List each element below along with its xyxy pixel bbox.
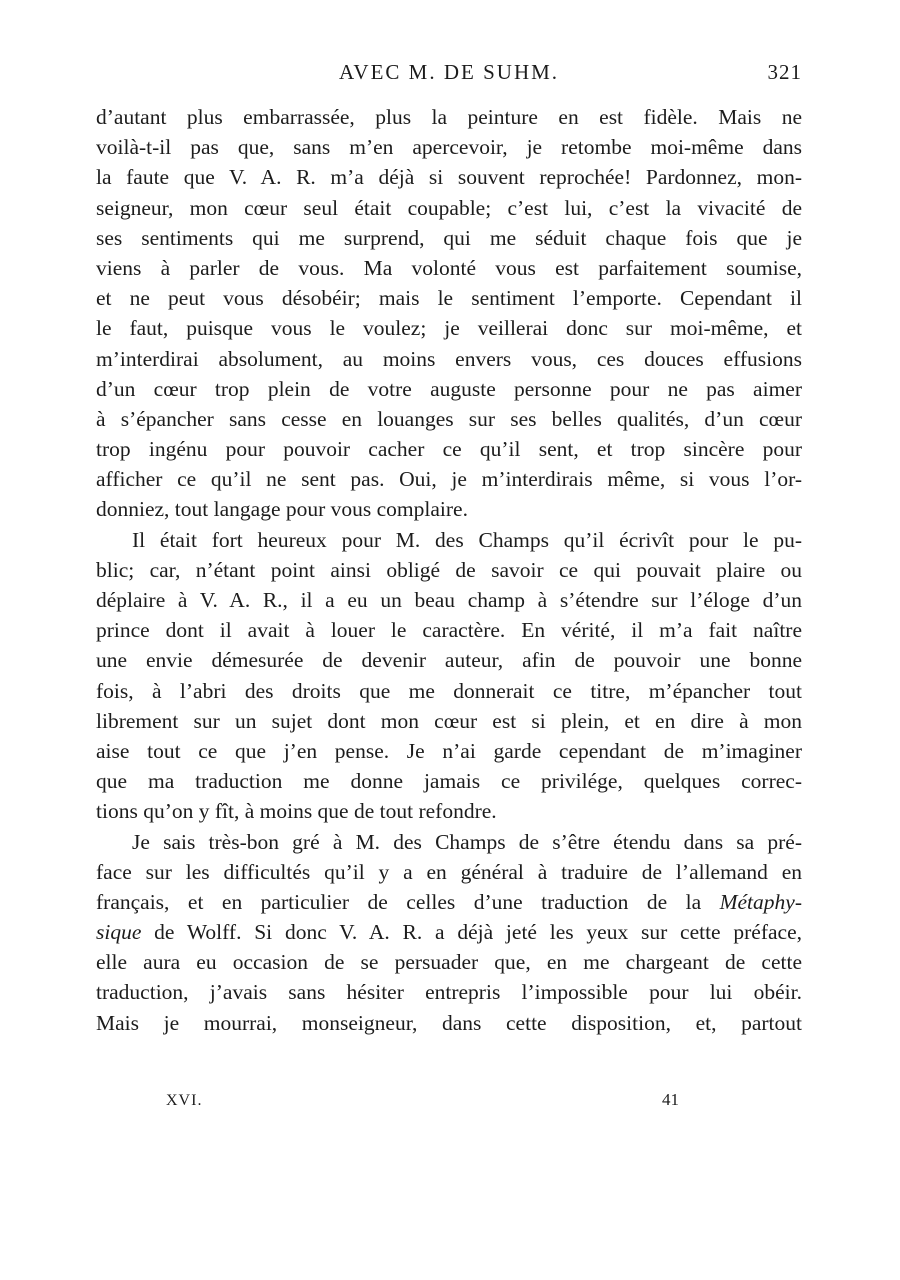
- running-title: AVEC M. DE SUHM.: [338, 60, 560, 84]
- paragraph-end-line: donniez, tout langage pour vous complaire.: [96, 497, 468, 522]
- italic-title: Métaphy-: [719, 889, 802, 914]
- text-line: aise tout ce que j’en pense. Je n’ai garde cependant de m’imaginer: [96, 738, 802, 763]
- text-line: d’un cœur trop plein de votre auguste personne pour ne pas aimer: [96, 376, 802, 401]
- text-line: ses sentiments qui me surprend, qui me séduit chaque fois que je: [96, 225, 802, 250]
- text-line: d’autant plus embarrassée, plus la peinture en est fidèle. Mais ne: [96, 105, 802, 129]
- text-line: viens à parler de vous. Ma volonté vous est parfaitement soumise,: [96, 255, 802, 280]
- line-text: de Wolff. Si donc V. A. R. a déjà jeté les yeux sur cette préface,: [141, 920, 802, 945]
- text-line-with-italic: [96, 887, 802, 917]
- paragraph-end-line: tions qu’on y fît, à moins que de tout refondre.: [96, 799, 497, 824]
- text-line: blic; car, n’étant point ainsi obligé de savoir ce qui pouvait plaire ou: [96, 557, 802, 582]
- text-line: trop ingénu pour pouvoir cacher ce qu’il sent, et trop sincère pour: [96, 437, 802, 462]
- text-line: et ne peut vous désobéir; mais le sentiment l’emporte. Cependant il: [96, 286, 802, 311]
- text-line: le faut, puisque vous le voulez; je veillerai donc sur moi-même, et: [96, 316, 802, 341]
- text-line: à s’épancher sans cesse en louanges sur ses belles qualités, d’un cœur: [96, 406, 802, 431]
- text-line: fois, à l’abri des droits que me donnerait ce titre, m’épancher tout: [96, 678, 802, 703]
- body-text: [96, 102, 802, 1038]
- paragraph-start-line: Je sais très-bon gré à M. des Champs de s’être étendu dans sa pré-: [132, 829, 802, 854]
- text-line: seigneur, mon cœur seul était coupable; c’est lui, c’est la vivacité de: [96, 195, 802, 220]
- text-line: que ma traduction me donne jamais ce privilége, quelques correc-: [96, 769, 802, 794]
- text-line: m’interdirai absolument, au moins envers vous, ces douces effusions: [96, 346, 802, 371]
- text-line: face sur les difficultés qu’il y a en général à traduire de l’allemand en: [96, 859, 802, 884]
- text-line: prince dont il avait à louer le caractère. En vérité, il m’a fait naître: [96, 618, 802, 643]
- sheet-number: 41: [662, 1090, 679, 1109]
- text-line: une envie démesurée de devenir auteur, afin de pouvoir une bonne: [96, 648, 802, 673]
- text-line-with-italic: [96, 917, 802, 947]
- text-line: afficher ce qu’il ne sent pas. Oui, je m’interdirais même, si vous l’or-: [96, 467, 802, 492]
- italic-title: sique: [96, 920, 142, 945]
- page-number: 321: [767, 60, 802, 84]
- text-line: voilà-t-il pas que, sans m’en apercevoir, je retombe moi-même dans: [96, 135, 802, 160]
- text-line: Mais je mourrai, monseigneur, dans cette disposition, et, partout: [96, 1010, 802, 1035]
- text-line: elle aura eu occasion de se persuader que, en me chargeant de cette: [96, 950, 802, 975]
- running-head: [96, 60, 802, 90]
- signature-mark: XVI.: [166, 1092, 203, 1109]
- text-line: traduction, j’avais sans hésiter entrepris l’impossible pour lui obéir.: [96, 980, 802, 1005]
- line-text: français, et en particulier de celles d’une traduction de la: [96, 889, 720, 914]
- text-line: librement sur un sujet dont mon cœur est si plein, et en dire à mon: [96, 708, 802, 733]
- text-line: déplaire à V. A. R., il a eu un beau champ à s’étendre sur l’éloge d’un: [96, 588, 802, 612]
- text-line: la faute que V. A. R. m’a déjà si souvent reprochée! Pardonnez, mon-: [96, 165, 802, 190]
- paragraph-start-line: Il était fort heureux pour M. des Champs qu’il écrivît pour le pu-: [132, 527, 802, 552]
